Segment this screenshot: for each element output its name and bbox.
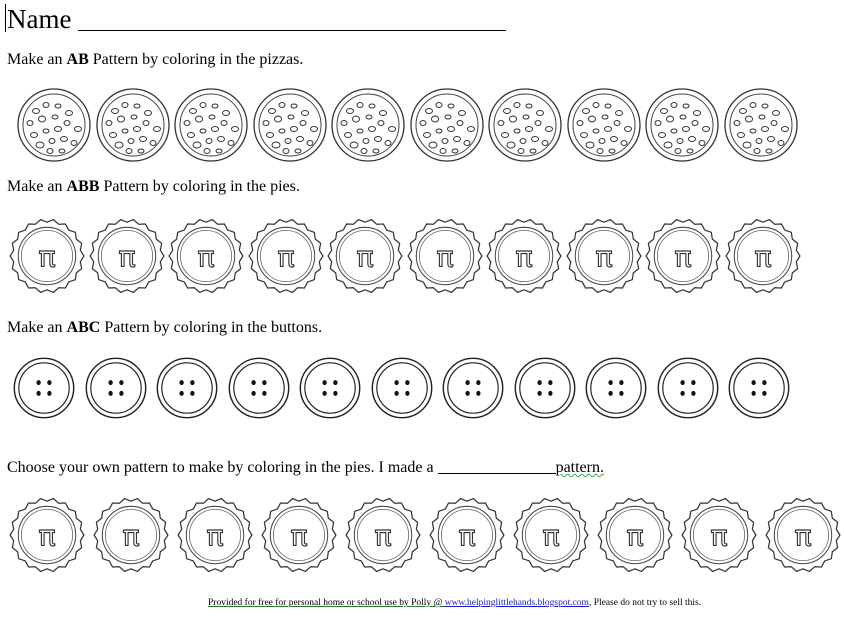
- pie-row-own: [0, 494, 812, 579]
- pie-2[interactable]: [86, 215, 168, 297]
- svg-text:π: π: [117, 239, 136, 274]
- pattern-label-abc: ABC: [66, 319, 101, 336]
- button-11[interactable]: [723, 352, 795, 424]
- pie-2[interactable]: [90, 494, 172, 576]
- pie-3[interactable]: [174, 494, 256, 576]
- svg-text:π: π: [290, 518, 308, 553]
- pattern-label-ab: AB: [66, 51, 89, 68]
- pizza-3[interactable]: [171, 85, 251, 165]
- button-2[interactable]: [80, 352, 152, 424]
- pie-8[interactable]: [563, 215, 645, 297]
- pie-10[interactable]: [722, 215, 804, 297]
- button-8[interactable]: [509, 352, 581, 424]
- pie-9[interactable]: [678, 494, 760, 576]
- button-5[interactable]: [294, 352, 366, 424]
- pie-4[interactable]: [258, 494, 340, 576]
- pattern-label-abb: ABB: [66, 178, 100, 195]
- instruction-own: Choose your own pattern to make by coloring in the pies. I made a pattern.: [7, 459, 604, 476]
- button-row: [0, 352, 800, 424]
- instruction-ab: Make an AB Pattern by coloring in the pizzas.: [7, 51, 304, 68]
- svg-text:π: π: [542, 518, 560, 553]
- pie-row-abb: [0, 215, 800, 300]
- pizza-9[interactable]: [642, 85, 722, 165]
- button-6[interactable]: [366, 352, 438, 424]
- pie-8[interactable]: [594, 494, 676, 576]
- svg-text:π: π: [674, 239, 692, 274]
- pizza-7[interactable]: [485, 85, 565, 165]
- instruction-abc: Make an ABC Pattern by coloring in the buttons.: [7, 319, 323, 336]
- instruction-abb: Make an ABB Pattern by coloring in the pies.: [7, 178, 300, 195]
- pie-6[interactable]: [404, 215, 486, 297]
- pie-3[interactable]: [165, 215, 247, 297]
- svg-text:π: π: [435, 239, 454, 274]
- svg-text:π: π: [794, 518, 812, 553]
- pizza-10[interactable]: [721, 85, 801, 165]
- pie-9[interactable]: [642, 215, 724, 297]
- pie-1[interactable]: [6, 215, 88, 297]
- name-blank-line[interactable]: [78, 6, 506, 31]
- blog-link[interactable]: www.helpinglittlehands.blogspot.com: [444, 598, 589, 608]
- pie-7[interactable]: [510, 494, 592, 576]
- pie-7[interactable]: [483, 215, 565, 297]
- svg-text:π: π: [710, 518, 728, 553]
- svg-text:π: π: [38, 239, 56, 274]
- pizza-2[interactable]: [93, 85, 173, 165]
- svg-text:π: π: [206, 518, 224, 553]
- pizza-8[interactable]: [564, 85, 644, 165]
- button-10[interactable]: [652, 352, 724, 424]
- pie-4[interactable]: [245, 215, 327, 297]
- svg-text:π: π: [122, 518, 140, 553]
- svg-text:π: π: [515, 239, 533, 274]
- pie-1[interactable]: [6, 494, 88, 576]
- svg-text:π: π: [356, 239, 374, 274]
- button-1[interactable]: [8, 352, 80, 424]
- pizza-4[interactable]: [250, 85, 330, 165]
- svg-text:π: π: [753, 239, 772, 274]
- name-label: Name: [7, 4, 72, 34]
- svg-text:π: π: [626, 518, 644, 553]
- pizza-row: [0, 85, 800, 165]
- pizza-5[interactable]: [328, 85, 408, 165]
- svg-text:π: π: [594, 239, 613, 274]
- svg-text:π: π: [458, 518, 476, 553]
- button-3[interactable]: [151, 352, 223, 424]
- text-cursor: [5, 4, 6, 32]
- pizza-1[interactable]: [14, 85, 94, 165]
- footer-credit: Provided for free for personal home or school use by Polly @ www.helpinglittlehands.blogspot.com, Please do not try to sell this.: [208, 598, 702, 608]
- pie-10[interactable]: [762, 494, 844, 576]
- svg-text:π: π: [374, 518, 392, 553]
- button-4[interactable]: [223, 352, 295, 424]
- pie-6[interactable]: [426, 494, 508, 576]
- pizza-6[interactable]: [407, 85, 487, 165]
- pie-5[interactable]: [324, 215, 406, 297]
- pie-5[interactable]: [342, 494, 424, 576]
- name-line: [5, 2, 506, 36]
- svg-text:π: π: [197, 239, 215, 274]
- button-7[interactable]: [437, 352, 509, 424]
- pattern-blank[interactable]: [438, 459, 556, 474]
- svg-text:π: π: [38, 518, 56, 553]
- button-9[interactable]: [580, 352, 652, 424]
- svg-text:π: π: [276, 239, 295, 274]
